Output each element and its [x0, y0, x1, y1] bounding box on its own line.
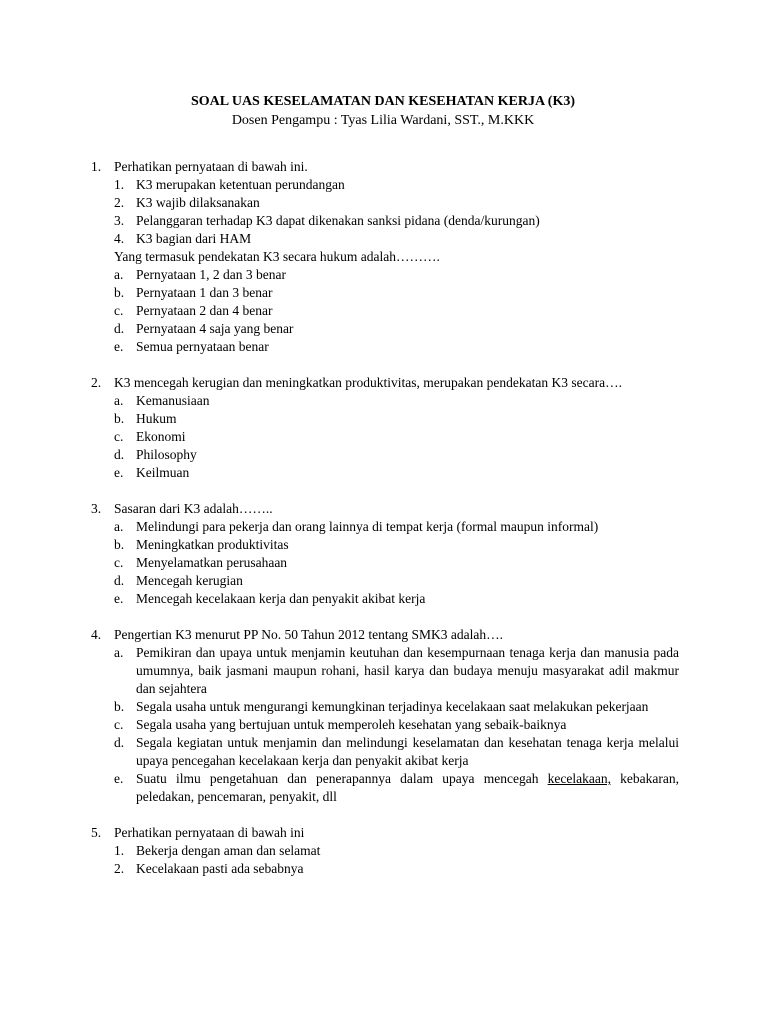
question-number: 1. [91, 159, 102, 174]
option-letter: b. [114, 537, 125, 552]
answer-option [114, 644, 679, 698]
option-letter: a. [114, 519, 124, 534]
answer-option [114, 770, 679, 806]
option-text: Philosophy [136, 447, 197, 462]
option-text: Semua pernyataan benar [136, 339, 269, 354]
option-text: Keilmuan [136, 465, 190, 480]
statement-text: K3 bagian dari HAM [136, 231, 252, 246]
statement-text: Kecelakaan pasti ada sebabnya [136, 861, 304, 876]
question-text: Perhatikan pernyataan di bawah ini. [114, 159, 308, 174]
option-text: Hukum [136, 411, 177, 426]
option-text: Mencegah kecelakaan kerja dan penyakit akibat kerja [136, 591, 426, 606]
option-letter: d. [114, 447, 125, 462]
statement-item [114, 230, 679, 248]
option-letter: e. [114, 465, 124, 480]
option-letter: a. [114, 645, 124, 660]
statement-item [114, 176, 679, 194]
option-letter: e. [114, 591, 124, 606]
option-letter: a. [114, 393, 124, 408]
answer-option [114, 266, 679, 284]
statement-number: 1. [114, 177, 125, 192]
question-number: 5. [91, 825, 102, 840]
answer-option [114, 302, 679, 320]
statement-item [114, 842, 679, 860]
question-body [114, 374, 679, 482]
statement-text: Bekerja dengan aman dan selamat [136, 843, 321, 858]
question-body [114, 626, 679, 806]
answer-option [114, 446, 679, 464]
statement-text: K3 merupakan ketentuan perundangan [136, 177, 345, 192]
answer-option [114, 518, 679, 536]
question-2 [91, 374, 679, 482]
question-body [114, 158, 679, 356]
answer-option [114, 338, 679, 356]
option-text-start: Suatu ilmu pengetahuan dan penerapannya dalam upaya mencegah [136, 771, 548, 786]
statement-number: 2. [114, 861, 125, 876]
question-3 [91, 500, 679, 608]
option-letter: c. [114, 717, 124, 732]
statement-number: 2. [114, 195, 125, 210]
question-body [114, 500, 679, 608]
question-number: 2. [91, 375, 102, 390]
answer-option [114, 410, 679, 428]
statement-item [114, 212, 679, 230]
answer-option [114, 284, 679, 302]
statement-number: 4. [114, 231, 125, 246]
option-letter: d. [114, 735, 125, 750]
option-text: Pernyataan 1, 2 dan 3 benar [136, 267, 286, 282]
statement-number: 3. [114, 213, 125, 228]
option-letter: c. [114, 429, 124, 444]
question-text: Sasaran dari K3 adalah…….. [114, 501, 273, 516]
option-text: Meningkatkan produktivitas [136, 537, 289, 552]
statement-item [114, 860, 679, 878]
statement-text: Pelanggaran terhadap K3 dapat dikenakan sanksi pidana (denda/kurungan) [136, 213, 540, 228]
statement-item [114, 194, 679, 212]
answer-option [114, 392, 679, 410]
question-text: Perhatikan pernyataan di bawah ini [114, 825, 305, 840]
answer-option [114, 554, 679, 572]
option-letter: e. [114, 339, 124, 354]
option-letter: b. [114, 285, 125, 300]
header-spacer [91, 130, 679, 158]
option-text: Ekonomi [136, 429, 186, 444]
option-letter: d. [114, 321, 125, 336]
option-text: Pernyataan 2 dan 4 benar [136, 303, 273, 318]
question-1 [91, 158, 679, 356]
option-text-end: kebakaran, peledakan, pencemaran, penyakit, dll [136, 771, 679, 804]
statement-number: 1. [114, 843, 125, 858]
answer-option [114, 428, 679, 446]
option-letter: d. [114, 573, 125, 588]
option-text: Melindungi para pekerja dan orang lainnya di tempat kerja (formal maupun informal) [136, 519, 599, 534]
question-number: 3. [91, 501, 102, 516]
document-content [91, 92, 679, 896]
answer-option [114, 464, 679, 482]
option-letter: c. [114, 555, 124, 570]
answer-option [114, 320, 679, 338]
option-letter: e. [114, 771, 124, 786]
option-text: Pernyataan 1 dan 3 benar [136, 285, 273, 300]
option-text: Pemikiran dan upaya untuk menjamin keutuhan dan kesempurnaan tenaga kerja dan manusia pada umumnya, baik jasmani maupun rohani, hasil karya dan budaya menuju masyarakat adil makmur dan sejahtera [136, 645, 679, 696]
option-text: Segala usaha untuk mengurangi kemungkinan terjadinya kecelakaan saat melakukan pekerjaan [136, 699, 649, 714]
lecturer-line: Dosen Pengampu : Tyas Lilia Wardani, SST., M.KKK [231, 113, 535, 128]
option-text [136, 770, 679, 806]
answer-option [114, 572, 679, 590]
document-title: SOAL UAS KESELAMATAN DAN KESEHATAN KERJA (K3) [190, 94, 575, 109]
question-number: 4. [91, 627, 102, 642]
option-text: Segala kegiatan untuk menjamin dan melindungi keselamatan dan kesehatan tenaga kerja melalui upaya pencegahan kecelakaan kerja dan penyakit akibat kerja [136, 735, 679, 768]
question-text: K3 mencegah kerugian dan meningkatkan produktivitas, merupakan pendekatan K3 secara…. [114, 375, 622, 390]
statement-text: K3 wajib dilaksanakan [136, 195, 260, 210]
option-text: Kemanusiaan [136, 393, 210, 408]
option-text: Mencegah kerugian [136, 573, 243, 588]
option-letter: c. [114, 303, 124, 318]
option-letter: b. [114, 411, 125, 426]
option-text: Pernyataan 4 saja yang benar [136, 321, 294, 336]
option-letter: a. [114, 267, 124, 282]
question-text: Pengertian K3 menurut PP No. 50 Tahun 2012 tentang SMK3 adalah…. [114, 627, 504, 642]
option-text: Segala usaha yang bertujuan untuk memperoleh kesehatan yang sebaik-baiknya [136, 717, 567, 732]
answer-option [114, 716, 679, 734]
answer-option [114, 536, 679, 554]
option-text: Menyelamatkan perusahaan [136, 555, 288, 570]
question-5 [91, 824, 679, 878]
question-body [114, 824, 679, 878]
answer-option [114, 590, 679, 608]
option-letter: b. [114, 699, 125, 714]
underlined-word: kecelakaan, [547, 771, 611, 786]
question-prompt: Yang termasuk pendekatan K3 secara hukum adalah………. [114, 249, 440, 264]
question-4 [91, 626, 679, 806]
answer-option [114, 734, 679, 770]
answer-option [114, 698, 679, 716]
